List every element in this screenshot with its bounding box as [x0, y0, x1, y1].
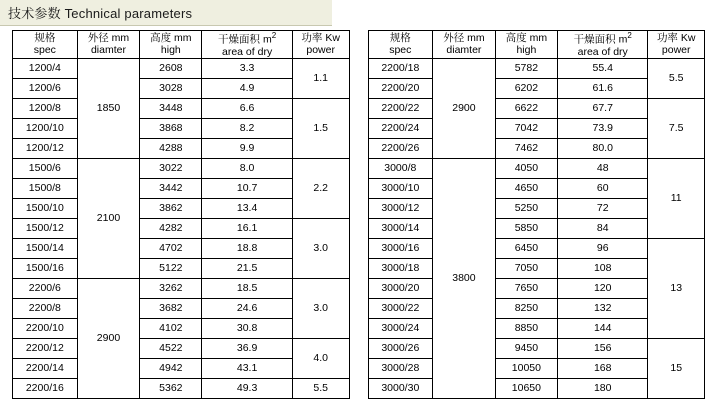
cell-spec: 2200/18 [368, 58, 433, 78]
cell-spec: 1500/12 [13, 218, 78, 238]
cell-spec: 3000/14 [368, 218, 433, 238]
cell-high: 4050 [495, 158, 557, 178]
cell-spec: 3000/18 [368, 258, 433, 278]
cell-high: 2608 [140, 58, 202, 78]
cell-spec: 2200/10 [13, 318, 78, 338]
table-row [13, 98, 350, 118]
cell-high: 5362 [140, 378, 202, 398]
cell-spec: 3000/8 [368, 158, 433, 178]
table-row [13, 158, 350, 178]
cell-power: 15 [648, 338, 705, 398]
cell-area: 8.0 [202, 158, 292, 178]
cell-spec: 2200/6 [13, 278, 78, 298]
header-diamter-en: diamter [90, 44, 126, 57]
header-area-en: area of dry [577, 45, 628, 58]
cell-high: 5782 [495, 58, 557, 78]
cell-high: 3442 [140, 178, 202, 198]
cell-spec: 2200/22 [368, 98, 433, 118]
header-area-superscript: 2 [627, 31, 632, 40]
cell-spec: 3000/24 [368, 318, 433, 338]
cell-high: 4650 [495, 178, 557, 198]
tables-container [0, 30, 705, 399]
cell-spec: 2200/8 [13, 298, 78, 318]
cell-diamter: 3800 [433, 158, 496, 398]
cell-spec: 1200/10 [13, 118, 78, 138]
cell-area: 18.8 [202, 238, 292, 258]
header-high-cn: 高度 mm [150, 32, 192, 45]
cell-high: 3682 [140, 298, 202, 318]
cell-spec: 3000/16 [368, 238, 433, 258]
header-area-cn-text: 干燥面积 m [573, 33, 628, 46]
cell-high: 7462 [495, 138, 557, 158]
cell-high: 3868 [140, 118, 202, 138]
cell-area: 48 [558, 158, 648, 178]
cell-area: 108 [558, 258, 648, 278]
cell-spec: 3000/30 [368, 378, 433, 398]
cell-high: 6450 [495, 238, 557, 258]
header-spec-cn: 规格 [389, 32, 411, 45]
table-header-row [368, 31, 705, 59]
cell-area: 132 [558, 298, 648, 318]
cell-spec: 2200/24 [368, 118, 433, 138]
cell-diamter: 2100 [77, 158, 140, 278]
table-row [368, 58, 705, 78]
cell-high: 6202 [495, 78, 557, 98]
cell-spec: 1500/14 [13, 238, 78, 258]
cell-area: 3.3 [202, 58, 292, 78]
cell-high: 4702 [140, 238, 202, 258]
header-cell-spec [13, 31, 78, 59]
header-spec-cn: 规格 [34, 32, 56, 45]
table-row [368, 338, 705, 358]
cell-high: 10650 [495, 378, 557, 398]
table-row [13, 338, 350, 358]
cell-high: 4282 [140, 218, 202, 238]
cell-high: 4102 [140, 318, 202, 338]
table-header-row [13, 31, 350, 59]
cell-spec: 1200/12 [13, 138, 78, 158]
cell-high: 3862 [140, 198, 202, 218]
cell-spec: 2200/12 [13, 338, 78, 358]
header-diamter-cn: 外径 mm [443, 32, 485, 45]
cell-area: 13.4 [202, 198, 292, 218]
cell-spec: 3000/12 [368, 198, 433, 218]
cell-spec: 3000/20 [368, 278, 433, 298]
cell-spec: 3000/10 [368, 178, 433, 198]
cell-spec: 2200/26 [368, 138, 433, 158]
section-title-bar [0, 0, 332, 26]
cell-power: 11 [648, 158, 705, 238]
cell-area: 36.9 [202, 338, 292, 358]
cell-high: 8850 [495, 318, 557, 338]
cell-area: 10.7 [202, 178, 292, 198]
cell-high: 5122 [140, 258, 202, 278]
cell-area: 30.8 [202, 318, 292, 338]
cell-area: 180 [558, 378, 648, 398]
table-row [368, 98, 705, 118]
cell-high: 6622 [495, 98, 557, 118]
left-table-body [13, 58, 350, 398]
header-cell-high [140, 31, 202, 59]
cell-area: 120 [558, 278, 648, 298]
cell-area: 4.9 [202, 78, 292, 98]
table-row [368, 158, 705, 178]
cell-area: 43.1 [202, 358, 292, 378]
cell-high: 10050 [495, 358, 557, 378]
cell-spec: 3000/22 [368, 298, 433, 318]
cell-high: 9450 [495, 338, 557, 358]
left-spec-table [12, 30, 350, 399]
header-cell-area [558, 31, 648, 59]
cell-high: 3022 [140, 158, 202, 178]
cell-area: 168 [558, 358, 648, 378]
cell-spec: 3000/28 [368, 358, 433, 378]
table-row [13, 378, 350, 398]
cell-spec: 1200/8 [13, 98, 78, 118]
cell-power: 4.0 [292, 338, 349, 378]
header-area-superscript: 2 [271, 31, 277, 40]
header-cell-diamter [77, 31, 140, 59]
header-high-en: high [516, 44, 537, 57]
cell-high: 4942 [140, 358, 202, 378]
cell-high: 3262 [140, 278, 202, 298]
cell-high: 3448 [140, 98, 202, 118]
cell-area: 49.3 [202, 378, 292, 398]
header-cell-high [495, 31, 557, 59]
cell-high: 5850 [495, 218, 557, 238]
header-power-cn: 功率 Kw [656, 32, 696, 45]
cell-diamter: 2900 [77, 278, 140, 398]
cell-area: 84 [558, 218, 648, 238]
header-area-cn-text: 干燥面积 m [218, 33, 272, 46]
cell-diamter: 2900 [433, 58, 496, 158]
header-high-cn: 高度 mm [505, 32, 548, 45]
cell-high: 8250 [495, 298, 557, 318]
header-cell-diamter [433, 31, 496, 59]
cell-area: 144 [558, 318, 648, 338]
cell-high: 7650 [495, 278, 557, 298]
header-cell-power [648, 31, 705, 59]
cell-spec: 2200/20 [368, 78, 433, 98]
header-power-en: power [661, 44, 691, 57]
cell-area: 18.5 [202, 278, 292, 298]
header-power-cn: 功率 Kw [301, 32, 340, 45]
header-power-en: power [306, 44, 335, 57]
table-row [368, 238, 705, 258]
cell-area: 80.0 [558, 138, 648, 158]
header-cell-power [292, 31, 349, 59]
cell-spec: 1500/16 [13, 258, 78, 278]
right-table-body [368, 58, 705, 398]
cell-area: 24.6 [202, 298, 292, 318]
header-spec-en: spec [33, 44, 56, 57]
cell-area: 9.9 [202, 138, 292, 158]
cell-high: 7042 [495, 118, 557, 138]
header-area-cn [558, 31, 647, 46]
header-area-en: area of dry [222, 45, 273, 58]
cell-area: 72 [558, 198, 648, 218]
cell-spec: 1500/8 [13, 178, 78, 198]
header-cell-spec [368, 31, 433, 59]
cell-high: 5250 [495, 198, 557, 218]
cell-spec: 3000/26 [368, 338, 433, 358]
cell-area: 8.2 [202, 118, 292, 138]
header-diamter-en: diamter [446, 44, 482, 57]
cell-spec: 1500/6 [13, 158, 78, 178]
cell-area: 55.4 [558, 58, 648, 78]
cell-high: 4288 [140, 138, 202, 158]
cell-power: 3.0 [292, 218, 349, 278]
cell-power: 5.5 [648, 58, 705, 98]
cell-spec: 2200/14 [13, 358, 78, 378]
page-title: 技术参数 Technical parameters [8, 6, 193, 21]
cell-area: 21.5 [202, 258, 292, 278]
header-spec-en: spec [389, 44, 412, 57]
cell-diamter: 1850 [77, 58, 140, 158]
header-area-cn [202, 31, 291, 46]
cell-power: 1.1 [292, 58, 349, 98]
table-row [13, 58, 350, 78]
cell-area: 60 [558, 178, 648, 198]
cell-power: 5.5 [292, 378, 349, 398]
cell-area: 16.1 [202, 218, 292, 238]
header-cell-area [202, 31, 292, 59]
cell-area: 61.6 [558, 78, 648, 98]
cell-area: 96 [558, 238, 648, 258]
cell-power: 13 [648, 238, 705, 338]
cell-high: 7050 [495, 258, 557, 278]
cell-area: 67.7 [558, 98, 648, 118]
cell-power: 3.0 [292, 278, 349, 338]
cell-area: 156 [558, 338, 648, 358]
cell-high: 4522 [140, 338, 202, 358]
table-row [13, 278, 350, 298]
cell-power: 2.2 [292, 158, 349, 218]
cell-spec: 2200/16 [13, 378, 78, 398]
cell-high: 3028 [140, 78, 202, 98]
right-spec-table [368, 30, 705, 399]
table-row [13, 218, 350, 238]
cell-spec: 1500/10 [13, 198, 78, 218]
header-high-en: high [160, 44, 181, 57]
cell-area: 73.9 [558, 118, 648, 138]
header-diamter-cn: 外径 mm [87, 32, 130, 45]
cell-area: 6.6 [202, 98, 292, 118]
cell-power: 7.5 [648, 98, 705, 158]
cell-spec: 1200/4 [13, 58, 78, 78]
cell-spec: 1200/6 [13, 78, 78, 98]
cell-power: 1.5 [292, 98, 349, 158]
